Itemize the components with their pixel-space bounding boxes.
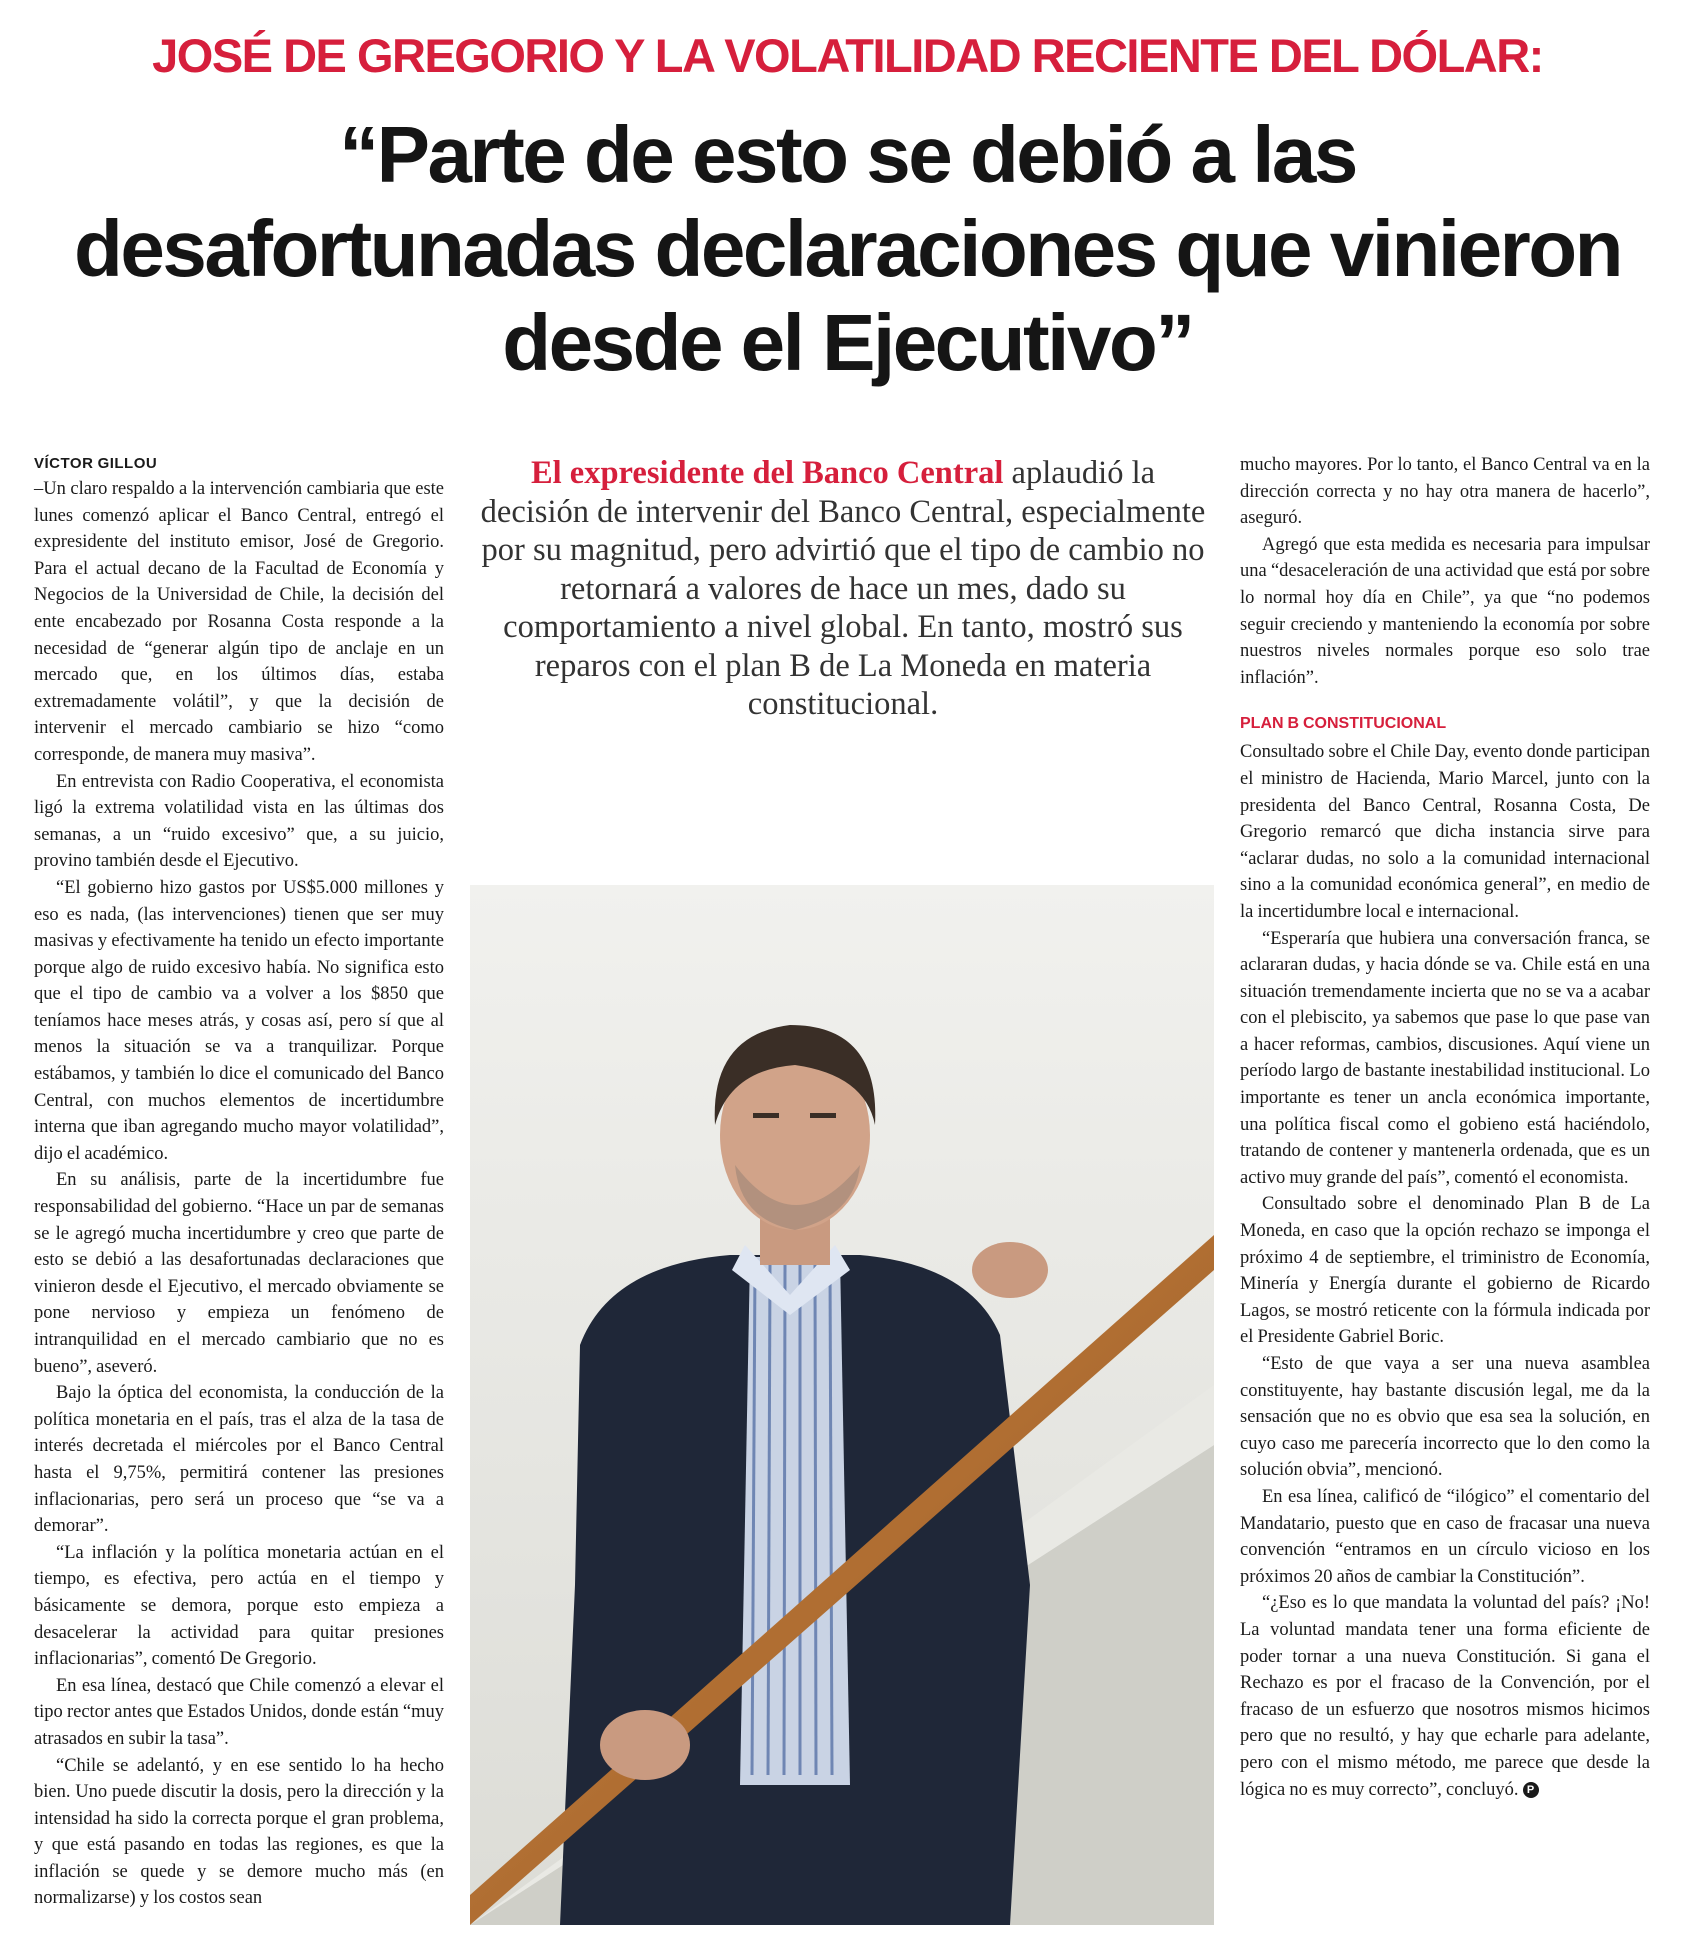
paragraph: “Chile se adelantó, y en ese sentido lo ha hecho bien. Uno puede discutir la dosis, pero la dirección y la intensidad ha sido la correcta porque el gran problema, y que está pasando en todas las regiones, es que la inflación se quede y se demore mucho más (en normalizarse) y los costos sean	[34, 1755, 444, 1909]
paragraph: “El gobierno hizo gastos por US$5.000 millones y eso es nada, (las intervenciones) tienen que ser muy masivas y efectivamente ha tenido un efecto importante porque algo de ruido excesivo había. No significa esto que el tipo de cambio va a volver a los $850 que teníamos hace meses atrás, y cosas así, pero sí que al menos la situación se va a tranquilizar. Porque estábamos, y también lo dice el comunicado del Banco Central, con muchos elementos de incertidumbre interna que iban agregando mucho mayor volatilidad”, dijo el académico.	[34, 877, 444, 1164]
paragraph: En esa línea, destacó que Chile comenzó a elevar el tipo rector antes que Estados Unidos, donde están “muy atrasados en subir la tasa”.	[34, 1675, 444, 1749]
end-mark-icon: P	[1523, 1782, 1539, 1798]
final-paragraph-text: “¿Eso es lo que mandata la voluntad del país? ¡No! La voluntad mandata tener una forma eficiente de poder tornar a una nueva Constitución. Si gana el Rechazo es por el fracaso de la Convención, por el fracaso de un esfuerzo que nosotros mismos hicimos pero que no resultó, y hay que echarle para adelante, pero con el mismo método, me parece que desde la lógica no es muy correcto”, concluyó.	[1240, 1593, 1650, 1800]
paragraph: Consultado sobre el denominado Plan B de La Moneda, en caso que la opción rechazo se imponga el próximo 4 de septiembre, el triministro de Economía, Minería y Energía durante el gobierno de Ricardo Lagos, se mostró reticente con la fórmula indicada por el Presidente Gabriel Boric.	[1240, 1194, 1650, 1348]
byline: VÍCTOR GILLOU	[34, 455, 158, 472]
portrait-illustration	[470, 885, 1214, 1925]
paragraph: Bajo la óptica del economista, la conducción de la política monetaria en el país, tras el alza de la tasa de interés decretada el miércoles por el Banco Central hasta el 9,75%, permitirá contener las presiones inflacionarias, pero será un proceso que “se va a demorar”.	[34, 1383, 444, 1537]
main-headline	[40, 108, 1655, 390]
section-subhead: PLAN B CONSTITUCIONAL	[1240, 715, 1447, 733]
paragraph: “Esperaría que hubiera una conversación franca, se aclararan dudas, y hacia dónde se va. Chile está en una situación tremendamente incierta que no se va a acabar con el plebiscito, ya sabemos que pase lo que pase van a hacer reformas, cambios, discusiones. Aquí viene un período largo de bastante inestabilidad institucional. Lo importante es tener un ancla económica importante, una política fiscal como el gobieno está haciéndolo, tratando de contener y mantenerla ordenada, que es un activo muy grande del país”, comentó el economista.	[1240, 928, 1650, 1188]
article-column-left	[34, 452, 444, 1912]
portrait-photo	[470, 885, 1214, 1925]
headline-line-1: “Parte de esto se debió a las	[339, 110, 1356, 199]
paragraph: En esa línea, calificó de “ilógico” el comentario del Mandatario, puesto que en caso de fracasar una nueva convención “entramos en un círculo vicioso en los próximos 20 años de cambiar la Constitución”.	[1240, 1486, 1650, 1587]
lead-text: aplaudió la decisión de intervenir del Banco Central, especialmente por su magnitud, pero advirtió que el tipo de cambio no retornará a valores de hace un mes, dado su comportamiento a nivel global. En tanto, mostró sus reparos con el plan B de La Moneda en materia constitucional.	[480, 455, 1206, 722]
lead-highlight: El expresidente del Banco Central	[530, 455, 1004, 491]
paragraph: “La inflación y la política monetaria actúan en el tiempo, es efectiva, pero actúa en el tiempo y básicamente se demora, porque esto empieza a desacelerar la actividad para quitar presiones inflacionarias”, comentó De Gregorio.	[34, 1542, 444, 1670]
article-column-right	[1240, 452, 1650, 1803]
paragraph: En su análisis, parte de la incertidumbre fue responsabilidad del gobierno. “Hace un par de semanas se le agregó mucha incertidumbre y creo que parte de esto se debió a las desafortunadas declaraciones que vinieron desde el Ejecutivo, el mercado obviamente se pone nervioso y empieza un fenómeno de intranquilidad en el mercado cambiario que no es bueno”, aseveró.	[34, 1170, 444, 1377]
lead-summary	[478, 454, 1208, 724]
kicker-headline: JOSÉ DE GREGORIO Y LA VOLATILIDAD RECIENTE DEL DÓLAR:	[152, 29, 1543, 82]
headline-line-2: desafortunadas declaraciones que vinieron	[74, 204, 1621, 293]
paragraph	[1240, 1590, 1650, 1803]
paragraph: En entrevista con Radio Cooperativa, el economista ligó la extrema volatilidad vista en las últimas dos semanas, a un “ruido excesivo” que, a su juicio, provino también desde el Ejecutivo.	[34, 771, 444, 872]
paragraph: “Esto de que vaya a ser una nueva asamblea constituyente, hay bastante discusión legal, me da la sensación que no es obvio que esa sea la solución, en cuyo caso me parecería incorrecto que lo den como la solución obvia”, mencionó.	[1240, 1354, 1650, 1481]
headline-line-3: desde el Ejecutivo”	[502, 298, 1193, 387]
paragraph: mucho mayores. Por lo tanto, el Banco Central va en la dirección correcta y no hay otra manera de hacerlo”, aseguró.	[1240, 455, 1650, 529]
paragraph: Consultado sobre el Chile Day, evento donde participan el ministro de Hacienda, Mario Marcel, junto con la presidenta del Banco Central, Rosanna Costa, De Gregorio remarcó que dicha instancia sirve para “aclarar dudas, no solo a la comunidad internacional sino a la comunidad económica general”, en medio de la incertidumbre local e internacional.	[1240, 742, 1650, 922]
paragraph: Agregó que esta medida es necesaria para impulsar una “desaceleración de una actividad que está por sobre lo normal hoy día en Chile”, ya que “no podemos seguir creciendo y manteniendo la economía por sobre nuestros niveles normales porque eso solo trae inflación”.	[1240, 534, 1650, 688]
paragraph: –Un claro respaldo a la intervención cambiaria que este lunes comenzó aplicar el Banco Central, entregó el expresidente del instituto emisor, José de Gregorio. Para el actual decano de la Facultad de Economía y Negocios de la Universidad de Chile, la decisión del ente encabezado por Rosanna Costa responde a la necesidad de “generar algún tipo de anclaje en un mercado que, en los últimos días, estaba extremadamente volátil”, y que la decisión de intervenir el mercado cambiario se hizo “como corresponde, de manera muy masiva”.	[34, 479, 444, 765]
